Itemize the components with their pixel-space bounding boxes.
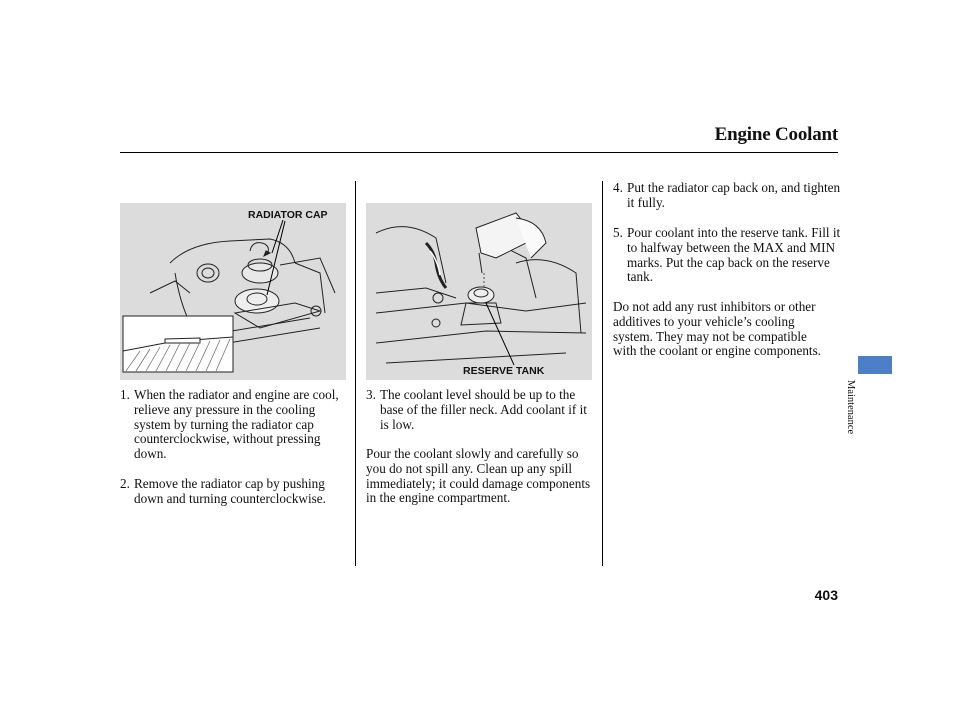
radiator-cap-drawing [120, 203, 346, 380]
reserve-tank-drawing [366, 203, 592, 380]
step-1 [120, 388, 346, 462]
column-divider [355, 181, 356, 566]
step-number: 3. [366, 387, 376, 402]
step-number: 1. [120, 387, 130, 402]
section-label-text: Maintenance [845, 380, 856, 435]
coolant-paragraph: Pour the coolant slowly and carefully so you do not spill any. Clean up any spill immediately; it could damage components in the engine compartment. [366, 446, 591, 506]
step-5 [613, 226, 841, 285]
additives-paragraph: Do not add any rust inhibitors or other additives to your vehicle’s cooling system. They may not be compatible with the coolant or engine components. [613, 299, 822, 359]
step-number: 5. [613, 225, 623, 240]
radiator-cap-illustration [120, 203, 346, 380]
reserve-tank-illustration [366, 203, 592, 380]
step-text: When the radiator and engine are cool, relieve any pressure in the cooling system by turning the radiator cap counterclockwise, without pressing down. [134, 387, 339, 462]
section-tab [858, 356, 892, 374]
step-3 [366, 388, 592, 432]
step-number: 2. [120, 476, 130, 491]
reserve-tank-label: RESERVE TANK [463, 365, 545, 377]
step-4 [613, 181, 841, 211]
title-rule [120, 152, 838, 153]
step-2 [120, 477, 346, 507]
step-number: 4. [613, 180, 623, 195]
column-divider [602, 181, 603, 566]
step-text: Put the radiator cap back on, and tighten it fully. [627, 180, 841, 210]
page-title: Engine Coolant [714, 124, 838, 145]
section-label [846, 380, 860, 460]
page-number: 403 [814, 587, 838, 603]
radiator-cap-label: RADIATOR CAP [248, 209, 328, 221]
step-text: Pour coolant into the reserve tank. Fill it to halfway between the MAX and MIN marks. Put the cap back on the reserve tank. [627, 225, 841, 285]
step-text: The coolant level should be up to the base of the filler neck. Add coolant if it is low. [380, 387, 587, 432]
step-text: Remove the radiator cap by pushing down and turning counterclockwise. [134, 476, 326, 506]
